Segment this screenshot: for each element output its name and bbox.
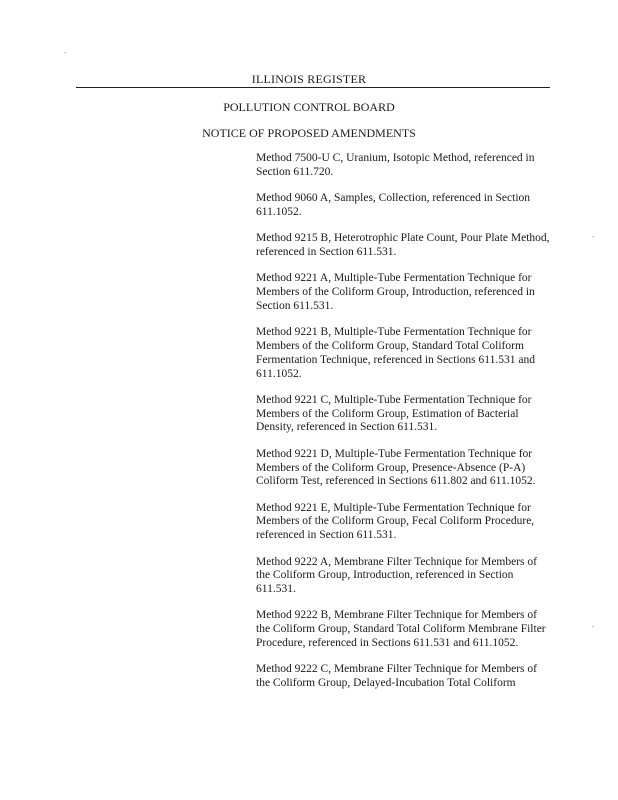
board-title: POLLUTION CONTROL BOARD — [223, 100, 395, 114]
notice-title: NOTICE OF PROPOSED AMENDMENTS — [202, 126, 416, 140]
method-item: Method 7500-U C, Uranium, Isotopic Method, referenced in Section 611.720. — [256, 152, 535, 178]
method-item: Method 9222 A, Membrane Filter Technique for Members of the Coliform Group, Introduction, referenced in Section 611.531. — [256, 555, 537, 596]
method-item: Method 9221 D, Multiple-Tube Fermentation Technique for Members of the Coliform Group, Presence-Absence (P-A) Coliform Test, referenced in Sections 611.802 and 611.1052. — [256, 447, 536, 488]
scan-speck — [64, 52, 66, 53]
method-item: Method 9215 B, Heterotrophic Plate Count, Pour Plate Method, referenced in Section 611.531. — [256, 232, 550, 258]
method-item: Method 9221 B, Multiple-Tube Fermentation Technique for Members of the Coliform Group, Standard Total Coliform Fermentation Technique, referenced in Sections 611.531 and 611.1052. — [256, 326, 535, 380]
method-item: Method 9222 C, Membrane Filter Technique for Members of the Coliform Group, Delayed-Incubation Total Coliform — [256, 663, 537, 690]
method-list — [256, 152, 552, 703]
method-item: Method 9221 E, Multiple-Tube Fermentation Technique for Members of the Coliform Group, Fecal Coliform Procedure, referenced in Section 611.531. — [256, 501, 535, 542]
header-rule — [76, 87, 550, 88]
method-item: Method 9221 A, Multiple-Tube Fermentation Technique for Members of the Coliform Group, Introduction, referenced in Section 611.531. — [256, 272, 535, 312]
method-item: Method 9222 B, Membrane Filter Technique for Members of the Coliform Group, Standard Total Coliform Membrane Filter Procedure, referenced in Sections 611.531 and 611.1052. — [256, 609, 546, 650]
register-title: ILLINOIS REGISTER — [251, 72, 367, 86]
scan-speck — [592, 626, 594, 627]
method-item: Method 9221 C, Multiple-Tube Fermentation Technique for Members of the Coliform Group, Estimation of Bacterial Density, referenced in Section 611.531. — [256, 393, 532, 434]
scan-speck — [592, 236, 594, 237]
method-item: Method 9060 A, Samples, Collection, referenced in Section 611.1052. — [256, 192, 531, 218]
